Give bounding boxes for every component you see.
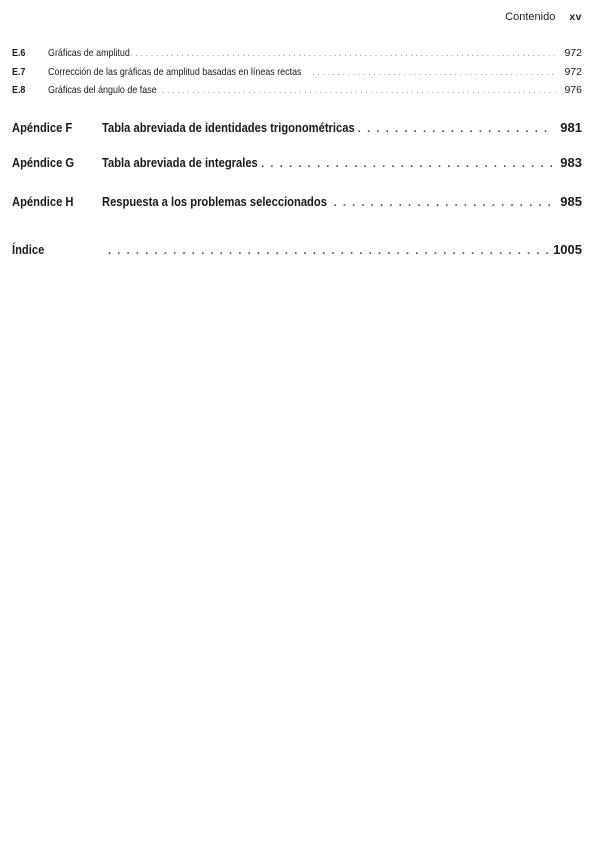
toc-entry-title: Gráficas de amplitud [48, 47, 130, 59]
appendix-title: Respuesta a los problemas seleccionados [102, 194, 327, 209]
appendix-label: Apéndice G [12, 155, 75, 170]
appendix-page: 985 [560, 194, 582, 209]
toc-entry-number: E.6 [12, 47, 26, 59]
appendix-page: 981 [560, 120, 582, 135]
appendix-title: Tabla abreviada de identidades trigonométricas [102, 120, 355, 135]
toc-entry-page: 972 [564, 66, 582, 78]
dot-leader [108, 245, 550, 257]
dot-leader [142, 88, 556, 95]
running-header-page-number: xv [569, 11, 582, 23]
toc-entry-number: E.7 [12, 66, 26, 78]
dot-leader [334, 197, 554, 209]
index-label: Índice [12, 242, 45, 257]
dot-leader [110, 51, 556, 58]
appendix-label: Apéndice F [12, 120, 73, 135]
toc-entry-number: E.8 [12, 84, 26, 96]
toc-entry-index[interactable] [12, 242, 582, 260]
appendix-page: 983 [560, 155, 582, 170]
toc-entry-e8[interactable] [12, 84, 582, 98]
toc-entry-page: 976 [564, 84, 582, 96]
toc-entry-title: Corrección de las gráficas de amplitud basadas en líneas rectas [48, 66, 302, 78]
toc-entry-appendix-g[interactable] [12, 155, 582, 173]
toc-entry-appendix-f[interactable] [12, 120, 582, 138]
toc-entry-page: 972 [564, 47, 582, 59]
toc-entry-title: Gráficas del ángulo de fase [48, 84, 157, 96]
index-page: 1005 [553, 242, 582, 257]
running-header [505, 11, 582, 23]
appendix-title: Tabla abreviada de integrales [102, 155, 258, 170]
running-header-title: Contenido [505, 11, 556, 23]
toc-entry-e6[interactable] [12, 47, 582, 61]
dot-leader [261, 158, 554, 170]
dot-leader [358, 123, 554, 135]
toc-entry-e7[interactable] [12, 66, 582, 80]
dot-leader [312, 70, 556, 77]
toc-entry-appendix-h[interactable] [12, 194, 582, 212]
appendix-label: Apéndice H [12, 194, 74, 209]
